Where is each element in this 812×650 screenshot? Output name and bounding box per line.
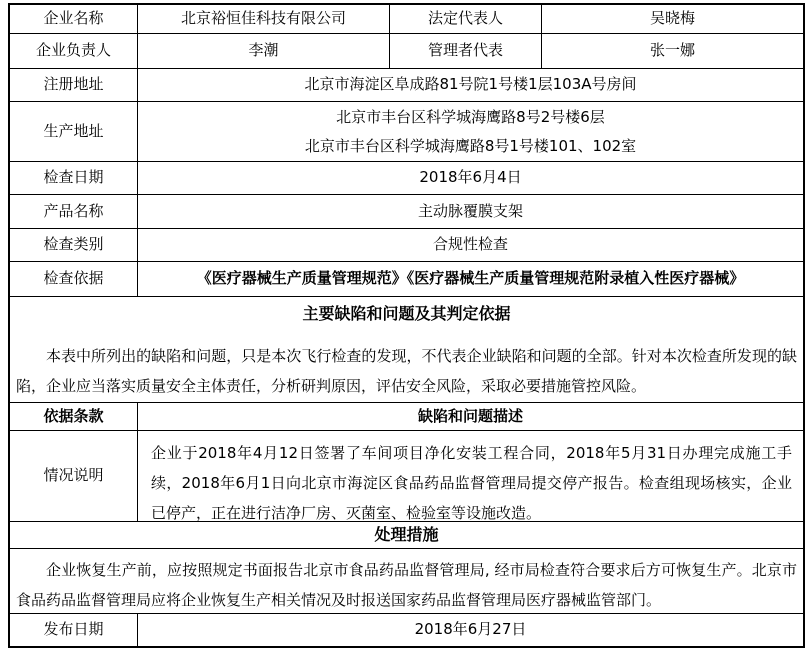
production-address-value [138,102,803,161]
inspection-basis-row [10,262,803,297]
inspection-basis-value: 《医疗器械生产质量管理规范》《医疗器械生产质量管理规范附录植入性医疗器械》 [196,269,745,288]
situation-value: 企业于2018年4月12日签署了车间项目净化安装工程合同，2018年5月31日办理完成施工手续，2018年6月1日向北京市海淀区食品药品监督管理局提交停产报告。检查组现场核实，企业已停产，正在进行洁净厂房、灭菌室、检验室等设施改造。 [151,444,792,521]
legal-rep-label: 法定代表人 [390,5,542,33]
company-head-value: 李潮 [138,34,390,68]
company-head-label: 企业负责人 [10,34,138,68]
inspection-basis-label: 检查依据 [10,262,138,296]
measures-content-row [10,549,803,614]
management-rep-label: 管理者代表 [390,34,542,68]
situation-label: 情况说明 [10,431,138,521]
defect-header-row [10,403,803,431]
description-header: 缺陷和问题描述 [417,406,523,425]
inspection-type-row [10,229,803,262]
inspection-date-value: 2018年6月4日 [419,168,522,187]
responsible-row [10,34,803,69]
measures-title-row [10,522,803,549]
registered-address-value: 北京市海淀区阜成路81号院1号楼1层103A号房间 [304,75,637,94]
measures-title: 处理措施 [374,524,439,544]
defects-section-paragraph: 本表中所列出的缺陷和问题，只是本次飞行检查的发现，不代表企业缺陷和问题的全部。针对本次检查所发现的缺陷，企业应当落实质量安全主体责任，分析研判原因，评估安全风险，采取必要措施管控风险。 [16,346,797,395]
company-name-value: 北京裕恒佳科技有限公司 [138,5,390,33]
inspection-report-table [8,3,805,648]
measures-paragraph: 企业恢复生产前，应按照规定书面报告北京市食品药品监督管理局, 经市局检查符合要求后方可恢复生产。北京市食品药品监督管理局应将企业恢复生产相关情况及时报送国家药品监督管理局医疗器械监管部门。 [16,561,797,609]
production-address-line2: 北京市丰台区科学城海鹰路8号1号楼101、102室 [304,136,637,155]
defects-section-cell [10,297,803,402]
clause-header: 依据条款 [10,403,138,430]
inspection-type-value: 合规性检查 [432,235,508,254]
situation-row [10,431,803,522]
defects-section-row [10,297,803,403]
inspection-date-label: 检查日期 [10,162,138,194]
publish-date-value: 2018年6月27日 [414,620,527,639]
product-name-row [10,195,803,229]
management-rep-value: 张一娜 [649,41,695,60]
company-row [10,5,803,34]
measures-content-cell [10,549,803,613]
product-name-label: 产品名称 [10,195,138,228]
publish-date-label: 发布日期 [10,614,138,646]
production-address-row [10,102,803,162]
production-address-line1: 北京市丰台区科学城海鹰路8号2号楼6层 [336,107,605,126]
registered-address-row [10,69,803,102]
publish-date-row [10,614,803,646]
product-name-value: 主动脉覆膜支架 [417,201,523,220]
inspection-type-label: 检查类别 [10,229,138,261]
company-name-label: 企业名称 [10,5,138,33]
registered-address-label: 注册地址 [10,69,138,101]
legal-rep-value: 吴晓梅 [649,9,695,28]
inspection-date-row [10,162,803,195]
defects-section-title: 主要缺陷和问题及其判定依据 [302,304,511,323]
production-address-label: 生产地址 [10,102,138,161]
